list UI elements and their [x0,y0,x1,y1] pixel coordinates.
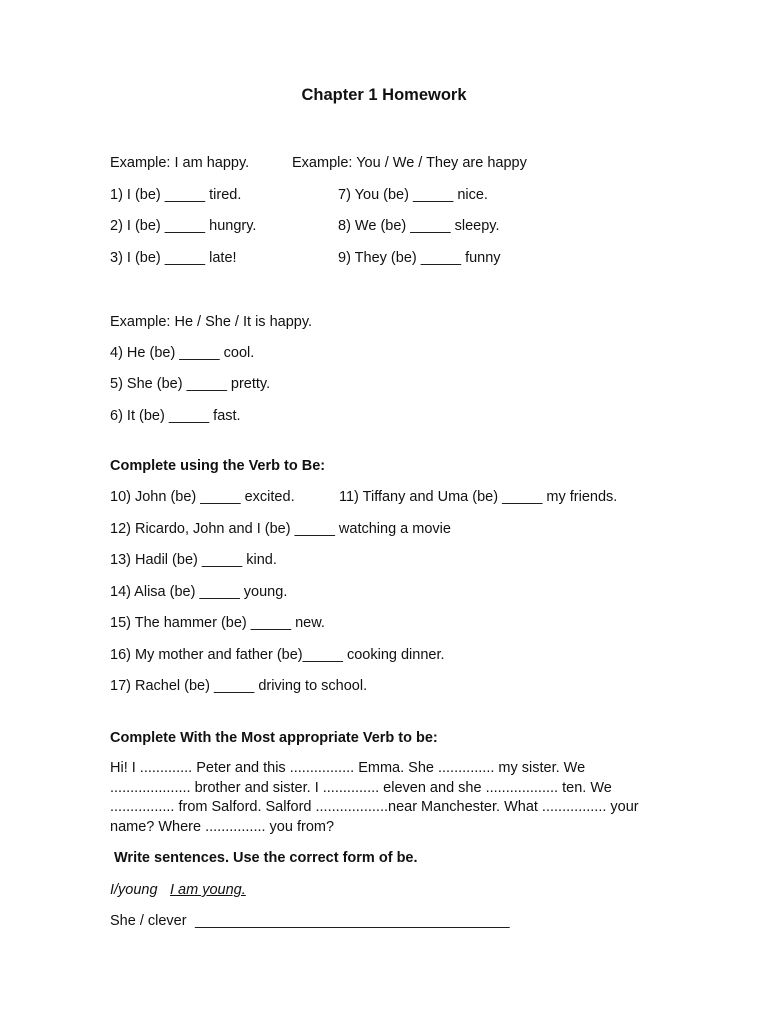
exercise-item-10: 10) John (be) _____ excited. [110,489,295,505]
exercise-item-13: 13) Hadil (be) _____ kind. [110,552,277,568]
exercise-item-3: 3) I (be) _____ late! [110,250,237,266]
example-answer: I am young. [170,882,246,898]
exercise-item-2: 2) I (be) _____ hungry. [110,218,257,234]
example-prompt: I/young [110,882,158,898]
answer-blank: _______________________________________ [195,913,510,929]
example-he-she-it: Example: He / She / It is happy. [110,314,313,330]
exercise-item-14: 14) Alisa (be) _____ young. [110,584,288,600]
section-heading-appropriate-verb: Complete With the Most appropriate Verb to be: [110,730,438,746]
exercise-item-17: 17) Rachel (be) _____ driving to school. [110,678,368,694]
exercise-item-12: 12) Ricardo, John and I (be) _____ watching a movie [110,521,451,537]
page-title: Chapter 1 Homework [301,86,467,104]
exercise-item-7: 7) You (be) _____ nice. [338,187,488,203]
exercise-item-11: 11) Tiffany and Uma (be) _____ my friends. [339,489,618,505]
exercise-item-5: 5) She (be) _____ pretty. [110,376,271,392]
fill-in-paragraph: Hi! I ............. Peter and this ................ Emma. She .............. my sister. We .................... brother and sister. I .............. eleven and she .................. ten. We ................ from Salford. Salford ..................near Manchester. What ................ your name? Where ............... you from? [110,760,639,835]
exercise-item-16: 16) My mother and father (be)_____ cooking dinner. [110,647,445,663]
section-heading-write-sentences: Write sentences. Use the correct form of be. [114,850,418,866]
exercise-item-8: 8) We (be) _____ sleepy. [338,218,500,234]
sentence-prompt-she-clever: She / clever [110,913,187,929]
exercise-item-6: 6) It (be) _____ fast. [110,408,241,424]
exercise-item-9: 9) They (be) _____ funny [338,250,501,266]
exercise-item-4: 4) He (be) _____ cool. [110,345,255,361]
example-i: Example: I am happy. [110,155,250,171]
exercise-item-15: 15) The hammer (be) _____ new. [110,615,325,631]
exercise-item-1: 1) I (be) _____ tired. [110,187,242,203]
section-heading-verb-to-be: Complete using the Verb to Be: [110,458,326,474]
example-you-we-they: Example: You / We / They are happy [292,155,527,171]
